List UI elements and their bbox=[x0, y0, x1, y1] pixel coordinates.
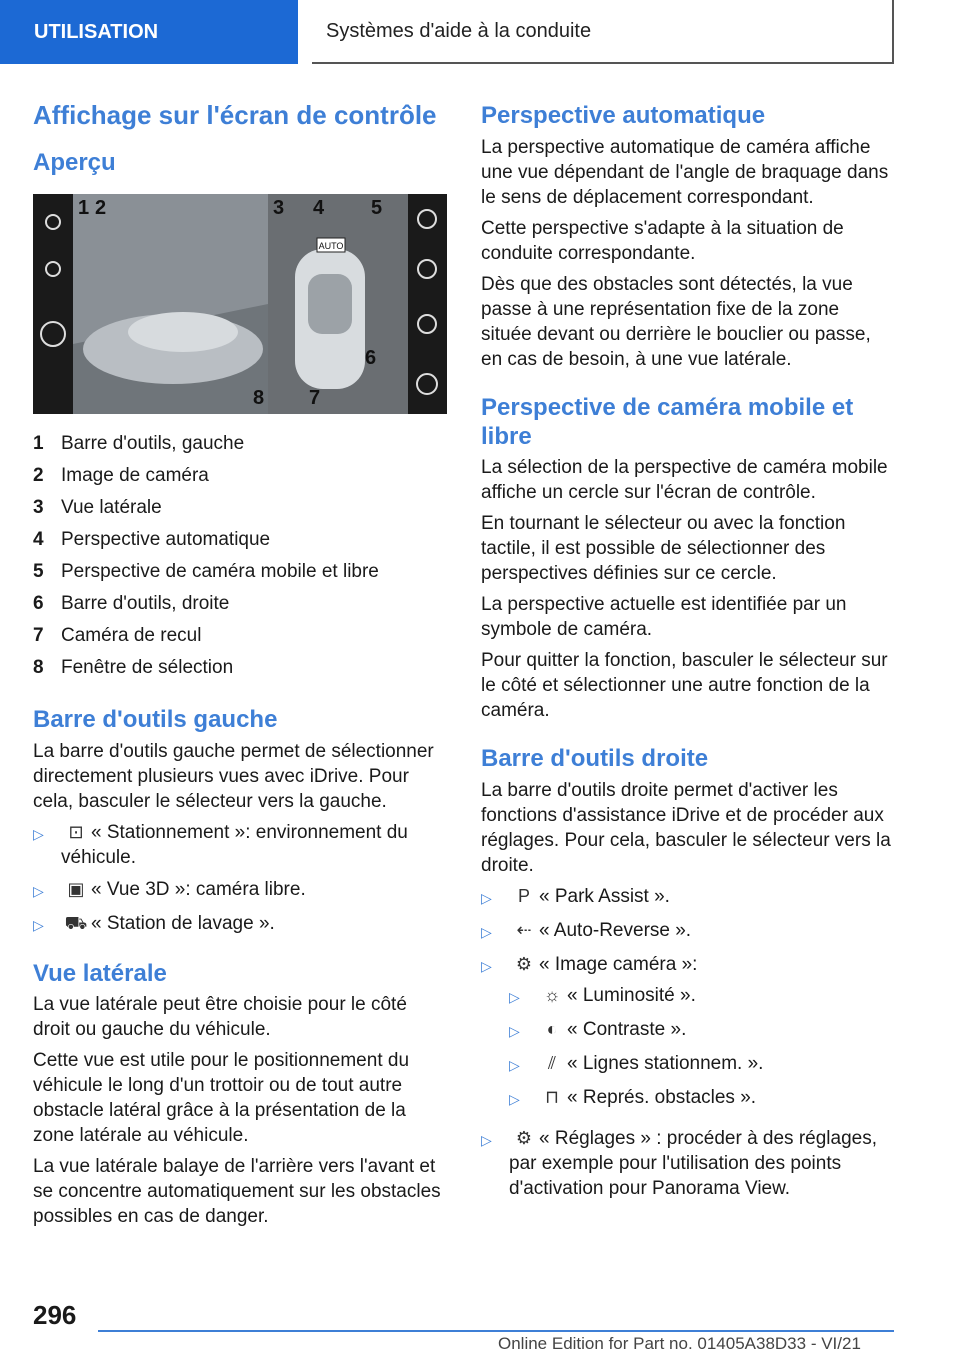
legend-item: 2 Image de caméra bbox=[33, 464, 209, 486]
auto-perspective-heading: Perspective automatique bbox=[481, 102, 766, 129]
toolbar-right-heading: Barre d'outils droite bbox=[481, 745, 709, 773]
triangle-bullet-icon: ▷ bbox=[481, 890, 492, 907]
obstacle-icon: ⊓ bbox=[544, 1087, 560, 1108]
toolbar-left-text: La barre d'outils gauche permet de sélectionner directement plusieurs vues avec iDrive. Pour cela, basculer le sélecteur vers la gauche. bbox=[33, 740, 434, 812]
list-item: ▷ P « Park Assist ». bbox=[481, 884, 895, 911]
triangle-bullet-icon: ▷ bbox=[509, 1057, 520, 1074]
page-number: 296 bbox=[33, 1300, 77, 1330]
auto-p2: Cette perspective s'adapte à la situation de conduite correspondante. bbox=[481, 217, 844, 264]
car-wash-icon: ⛟ bbox=[64, 912, 88, 933]
list-item: ▷ ⛟ « Station de lavage ». bbox=[33, 911, 447, 938]
list-item: ▷ ⊓ « Représ. obstacles ». bbox=[509, 1085, 895, 1112]
side-view-heading: Vue latérale bbox=[33, 959, 167, 987]
left-column bbox=[33, 100, 447, 1235]
camera-screen-image bbox=[33, 194, 447, 414]
auto-badge: AUTO bbox=[318, 240, 344, 251]
photo-callout-2: 2 bbox=[95, 196, 107, 219]
toolbar-right-text: La barre d'outils droite permet d'activer les fonctions d'assistance iDrive et de procéder aux réglages. Pour cela, basculer le sélecteur vers la droite. bbox=[481, 780, 891, 877]
list-item: ▷ ⇠ « Auto-Reverse ». bbox=[481, 918, 895, 945]
camera-settings-icon: ⚙ bbox=[515, 954, 533, 975]
header-section: UTILISATION bbox=[0, 0, 298, 64]
free-p1: La sélection de la perspective de caméra mobile affiche un cercle sur l'écran de contrôle. bbox=[481, 457, 888, 504]
list-item: ▷ ⫽ « Lignes stationnem. ». bbox=[509, 1051, 895, 1078]
photo-callout-6: 6 bbox=[365, 346, 377, 369]
list-item: ▷ ⚙ « Image caméra »: ▷ ☼ « Luminosité ». ▷ ◐ « Contraste ». ▷ ⫽ « Lignes stationnem. ». ▷ ⊓ « Représ. obstacles ». bbox=[481, 952, 895, 1119]
triangle-bullet-icon: ▷ bbox=[509, 1091, 520, 1108]
free-p2: En tournant le sélecteur ou avec la fonction tactile, il est possible de sélectionner des perspectives définies sur ce cercle. bbox=[481, 513, 846, 585]
triangle-bullet-icon: ▷ bbox=[33, 882, 44, 899]
photo-callout-3: 3 bbox=[273, 196, 285, 219]
side-view-p2: Cette vue est utile pour le positionnement du véhicule le long d'un trottoir ou de tout autre obstacle latéral grâce à la présentation de la zone latérale au véhicule. bbox=[33, 1050, 410, 1147]
contrast-icon: ◐ bbox=[546, 1019, 558, 1040]
chapter-title: Systèmes d'aide à la conduite bbox=[326, 19, 592, 42]
legend-item: 5 Perspective de caméra mobile et libre bbox=[33, 560, 379, 582]
triangle-bullet-icon: ▷ bbox=[481, 958, 492, 975]
footer-edition: Online Edition for Part no. 01405A38D33 - VI/21 bbox=[498, 1334, 861, 1353]
list-item: ▷ ⚙ « Réglages » : procéder à des réglages, par exemple pour l'utilisation des points d'activation pour Panorama View. bbox=[481, 1128, 877, 1200]
free-p4: Pour quitter la fonction, basculer le sélecteur sur le côté et sélectionner une autre fonction de la caméra. bbox=[481, 650, 888, 722]
legend-item: 8 Fenêtre de sélection bbox=[33, 656, 234, 678]
triangle-bullet-icon: ▷ bbox=[481, 924, 492, 941]
gear-icon: ⚙ bbox=[515, 1128, 533, 1149]
free-perspective-heading: Perspective de caméra mobile et libre bbox=[481, 393, 854, 450]
photo-callout-4: 4 bbox=[313, 196, 325, 219]
camera-screen-illustration bbox=[33, 194, 447, 414]
side-view-p1: La vue latérale peut être choisie pour le côté droit ou gauche du véhicule. bbox=[33, 994, 407, 1041]
legend-item: 1 Barre d'outils, gauche bbox=[33, 432, 245, 454]
overview-heading: Aperçu bbox=[33, 149, 116, 176]
page-title: Affichage sur l'écran de contrôle bbox=[33, 100, 437, 130]
parking-lines-icon: ⫽ bbox=[547, 1053, 557, 1074]
camera-image-sublist bbox=[509, 983, 895, 1119]
triangle-bullet-icon: ▷ bbox=[481, 1132, 492, 1149]
toolbar-right-list bbox=[481, 884, 895, 1201]
header-chapter bbox=[312, 0, 894, 64]
legend-item: 4 Perspective automatique bbox=[33, 528, 271, 550]
side-view-p3: La vue latérale balaye de l'arrière vers l'avant et se concentre automatiquement sur les obstacles possibles en cas de danger. bbox=[33, 1156, 441, 1228]
photo-callout-5: 5 bbox=[371, 196, 383, 219]
auto-p3: Dès que des obstacles sont détectés, la vue passe à une représentation fixe de la zone située devant ou derrière le bouclier ou passe, en cas de besoin, à une vue latérale. bbox=[481, 273, 871, 370]
toolbar-left-heading: Barre d'outils gauche bbox=[33, 705, 278, 733]
auto-reverse-icon: ⇠ bbox=[516, 920, 532, 941]
triangle-bullet-icon: ▷ bbox=[33, 916, 44, 933]
figure-legend bbox=[33, 428, 447, 684]
legend-item: 7 Caméra de recul bbox=[33, 624, 202, 646]
list-item: ▷ ☼ « Luminosité ». bbox=[509, 983, 895, 1010]
car-3d-icon: ▣ bbox=[67, 878, 85, 899]
triangle-bullet-icon: ▷ bbox=[509, 1023, 520, 1040]
parking-car-icon: ⊡ bbox=[68, 821, 84, 842]
list-item: ▷ ◐ « Contraste ». bbox=[509, 1017, 895, 1044]
auto-p1: La perspective automatique de caméra affiche une vue dépendant de l'angle de braquage dans le sens de déplacement correspondant. bbox=[481, 136, 889, 208]
legend-item: 6 Barre d'outils, droite bbox=[33, 592, 230, 614]
triangle-bullet-icon: ▷ bbox=[509, 989, 520, 1006]
legend-item: 3 Vue latérale bbox=[33, 496, 162, 518]
photo-callout-8: 8 bbox=[253, 386, 265, 409]
park-assist-icon: P bbox=[517, 886, 530, 907]
triangle-bullet-icon: ▷ bbox=[33, 825, 44, 842]
photo-callout-7: 7 bbox=[309, 386, 321, 409]
list-item: ▷ ⊡ « Stationnement »: environnement du véhicule. bbox=[33, 821, 408, 868]
list-item: ▷ ▣ « Vue 3D »: caméra libre. bbox=[33, 877, 447, 904]
free-p3: La perspective actuelle est identifiée par un symbole de caméra. bbox=[481, 594, 847, 641]
footer-rule bbox=[98, 1330, 894, 1332]
right-column bbox=[481, 100, 895, 1208]
toolbar-left-list bbox=[33, 820, 447, 938]
photo-callout-1: 1 bbox=[78, 196, 90, 219]
brightness-icon: ☼ bbox=[543, 985, 561, 1006]
